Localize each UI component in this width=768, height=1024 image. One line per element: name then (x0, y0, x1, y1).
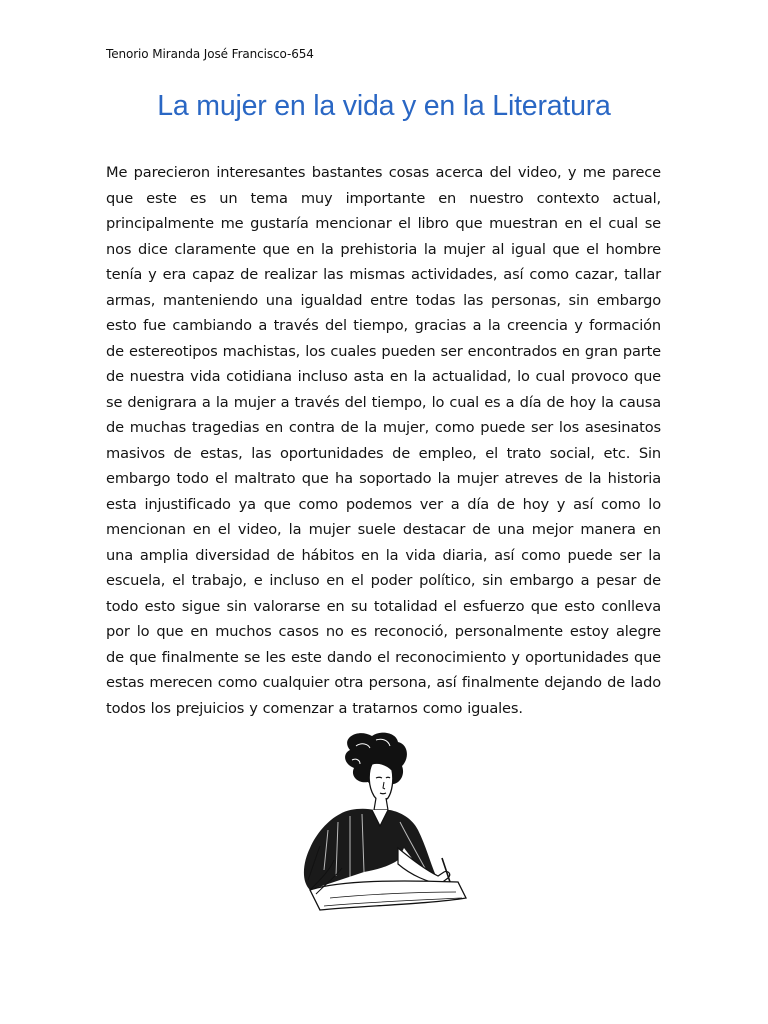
author-line: Tenorio Miranda José Francisco-654 (106, 47, 314, 61)
body-paragraph: Me parecieron interesantes bastantes cosas acerca del video, y me parece que este es un tema muy importante en nuestro contexto actual, principalmente me gustaría mencionar el libro que muestran en el cual se nos dice claramente que en la prehistoria la mujer al igual que el hombre tenía y era capaz de realizar las mismas actividades, así como cazar, tallar armas, manteniendo una igualdad entre todas las personas, sin embargo esto fue cambiando a través del tiempo, gracias a la creencia y formación de estereotipos machistas, los cuales pueden ser encontrados en gran parte de nuestra vida cotidiana incluso asta en la actualidad, lo cual provoco que se denigrara a la mujer a través del tiempo, lo cual es a día de hoy la causa de muchas tragedias en contra de la mujer, como puede ser los asesinatos masivos de estas, las oportunidades de empleo, el trato social, etc. Sin embargo todo el maltrato que ha soportado la mujer atreves de la historia esta injustificado ya que como podemos ver a día de hoy y así como lo mencionan en el video, la mujer suele destacar de una mejor manera en una amplia diversidad de hábitos en la vida diaria, así como puede ser la escuela, el trabajo, e incluso en el poder político, sin embargo a pesar de todo esto sigue sin valorarse en su totalidad el esfuerzo que esto conlleva por lo que en muchos casos no es reconoció, personalmente estoy alegre de que finalmente se les este dando el reconocimiento y oportunidades que estas merecen como cualquier otra persona, así finalmente dejando de lado todos los prejuicios y comenzar a tratarnos como iguales. (106, 164, 661, 717)
woman-writing-illustration (280, 730, 480, 920)
document-title: La mujer en la vida y en la Literatura (157, 90, 611, 122)
